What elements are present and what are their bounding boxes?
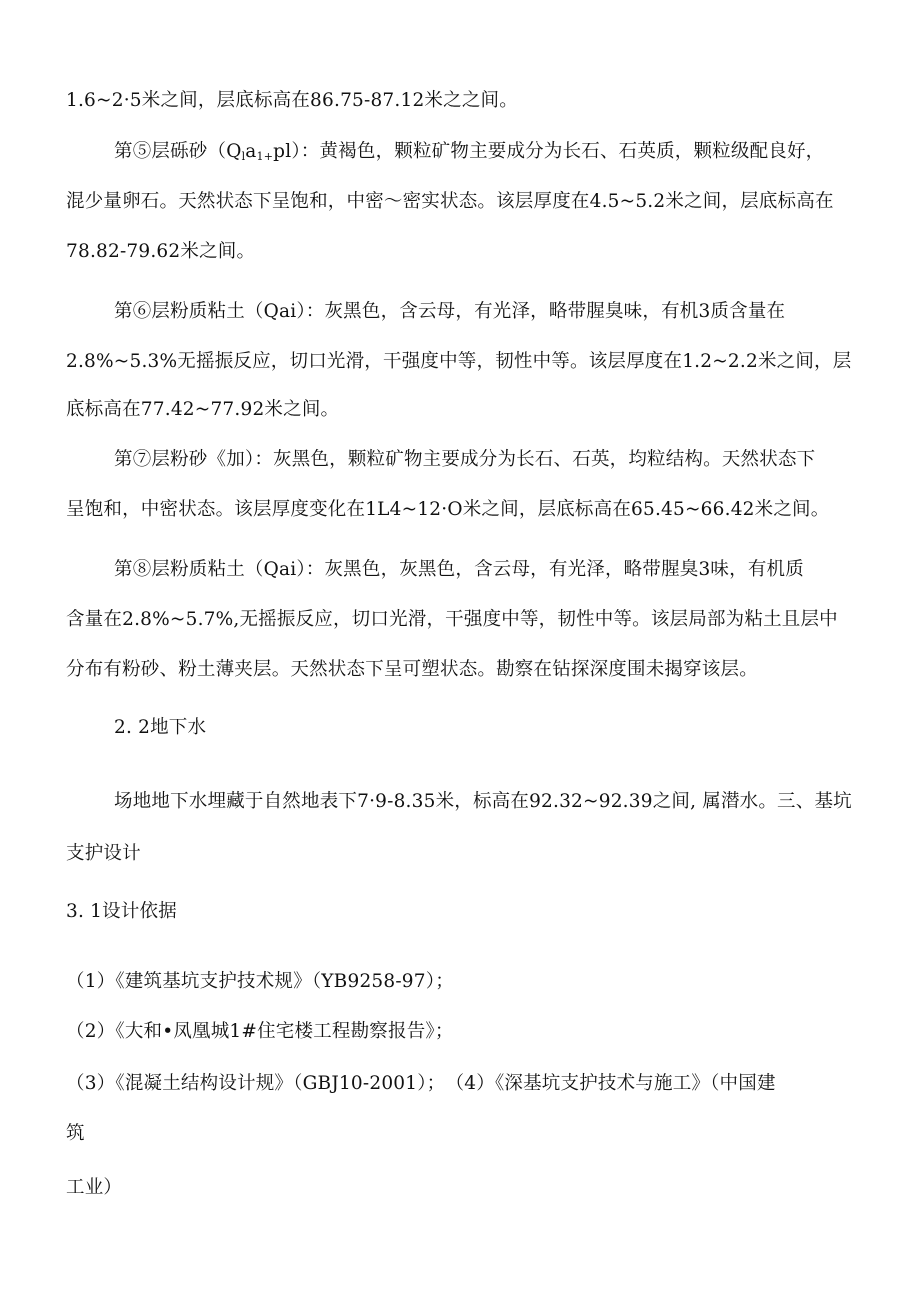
text-line-7: 底标高在77.42~77.92米之间。 [66, 399, 340, 420]
text-line-1: 1.6~2·5米之间，层底标高在86.75-87.12米之之间。 [66, 90, 518, 111]
text-line-8: 第⑦层粉砂《加）：灰黑色，颗粒矿物主要成分为长石、石英，均粒结构。天然状态下 [114, 449, 816, 470]
text-line-11: 含量在2.8%~5.7%,无摇振反应，切口光滑，干强度中等，韧性中等。该层局部为粘土且层中 [66, 609, 838, 630]
text-line-6: 2.8%~5.3%无摇振反应，切口光滑，干强度中等，韧性中等。该层厚度在1.2~2.2米之间，层 [66, 351, 852, 372]
text-line-5: 第⑥层粉质粘土（Qai）：灰黑色，含云母，有光泽，略带腥臭味，有机3质含量在 [114, 301, 786, 322]
text-line-10: 第⑧层粉质粘土（Qai）：灰黑色，灰黑色，含云母，有光泽，略带腥臭3味，有机质 [114, 559, 804, 580]
reference-2: （2）《大和•凤凰城1#住宅楼工程勘察报告》； [66, 1021, 454, 1042]
reference-1: （1）《建筑基坑支护技术规》（YB9258-97）； [66, 971, 454, 992]
section-heading-groundwater: 2. 2地下水 [114, 717, 207, 738]
text-line-2-start: 第⑤层砾砂（Q [114, 141, 242, 162]
subscript-1plus: 1+ [256, 150, 274, 163]
text-line-2-end: pl）：黄褐色，颗粒矿物主要成分为长石、石英质，颗粒级配良好， [273, 141, 825, 162]
text-line-4: 78.82-79.62米之间。 [66, 241, 256, 262]
text-line-14: 支护设计 [66, 843, 141, 864]
section-heading-design-basis: 3. 1设计依据 [66, 901, 177, 922]
reference-3-4: （3）《混凝土结构设计规》（GBJ10-2001）； （4）《深基坑支护技术与施工》（中国建 [66, 1073, 776, 1094]
text-line-13: 场地地下水埋藏于自然地表下7·9-8.35米，标高在92.32~92.39之间, 属潜水。三、基坑 [114, 791, 852, 812]
text-line-15: 筑 [66, 1123, 85, 1144]
text-line-12: 分布有粉砂、粉土薄夹层。天然状态下呈可塑状态。勘察在钻探深度围未揭穿该层。 [66, 659, 758, 680]
text-line-3: 混少量卵石。天然状态下呈饱和，中密～密实状态。该层厚度在4.5~5.2米之间，层底标高在 [66, 191, 834, 212]
subscript-l: l [241, 150, 246, 163]
text-line-16: 工业） [66, 1177, 123, 1198]
text-line-2-a: a [245, 141, 257, 162]
text-line-2 [114, 137, 824, 163]
text-line-9: 呈饱和，中密状态。该层厚度变化在1L4~12·O米之间，层底标高在65.45~66.42米之间。 [66, 499, 830, 520]
